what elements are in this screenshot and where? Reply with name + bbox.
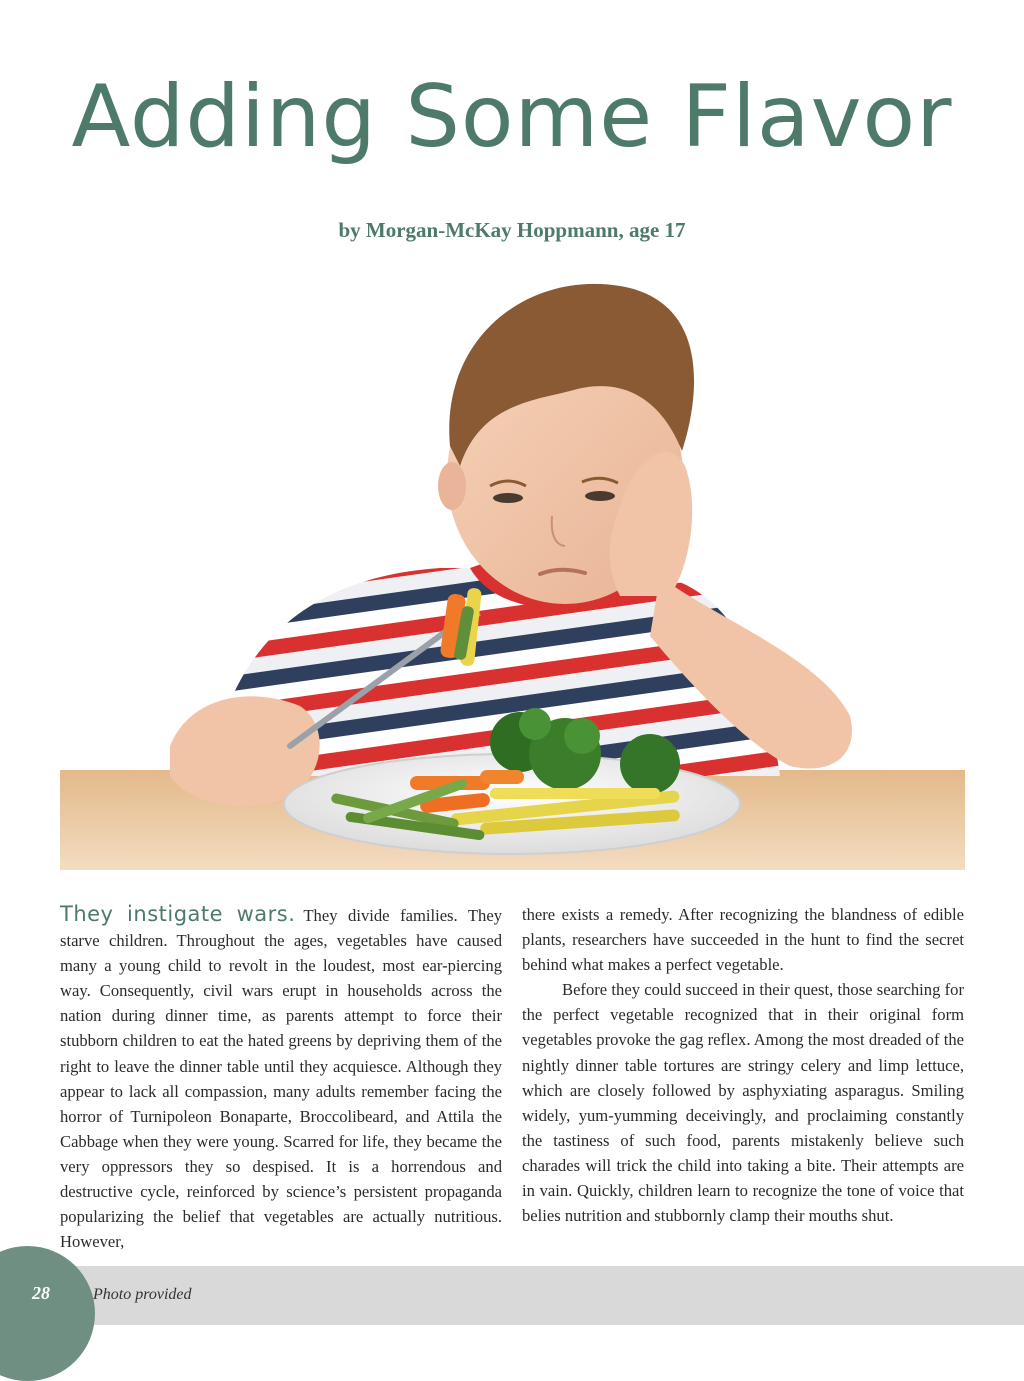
- body-text: They divide families. They starve children. Throughout the ages, vegetables have caused many a young child to revolt in the loudest, most ear-piercing way. Consequently, civil wars erupt in households across the nation during dinner time, as parents attempt to force their stubborn children to eat the hated greens by depriving them of the right to leave the dinner table until they acquiesce. Although they appear to lack all compassion, many adults remember facing the horror of Turnipoleon Bonaparte, Broccolibeard, and Attila the Cabbage when they were young. Scarred for life, they became the very oppressors they so despised. It is a horrendous and destructive cycle, reinforced by science’s persistent propaganda popularizing the belief that vegetables are actually nutritious. However,: [60, 906, 502, 1252]
- byline: by Morgan-McKay Hoppmann, age 17: [338, 218, 686, 242]
- photo-credit: Photo provided: [93, 1286, 192, 1303]
- paragraph: [60, 902, 502, 1254]
- paragraph: there exists a remedy. After recognizing the blandness of edible plants, researchers have succeeded in the hunt to find the secret behind what makes a perfect vegetable.: [522, 905, 964, 975]
- article-title: Adding Some Flavor: [71, 67, 953, 167]
- lead-in: They instigate wars.: [60, 902, 296, 926]
- paragraph: Before they could succeed in their quest, those searching for the perfect vegetable recognized that in their original form vegetables provoke the gag reflex. Among the most dreaded of the nightly dinner table tortures are stringy celery and limp lettuce, which are closely followed by asphyxiating asparagus. Smiling widely, yum-yumming deceivingly, and proclaiming constantly the tastiness of such food, parents mistakenly believe such charades will trick the child into taking a bite. Their attempts are in vain. Quickly, children learn to recognize the tone of voice that belies nutrition and stubbornly clamp their mouths shut.: [522, 980, 964, 1226]
- article-column-right: [522, 902, 964, 1228]
- article-column-left: [60, 902, 502, 1254]
- article-photo: [60, 276, 965, 870]
- page-number: 28: [32, 1283, 50, 1303]
